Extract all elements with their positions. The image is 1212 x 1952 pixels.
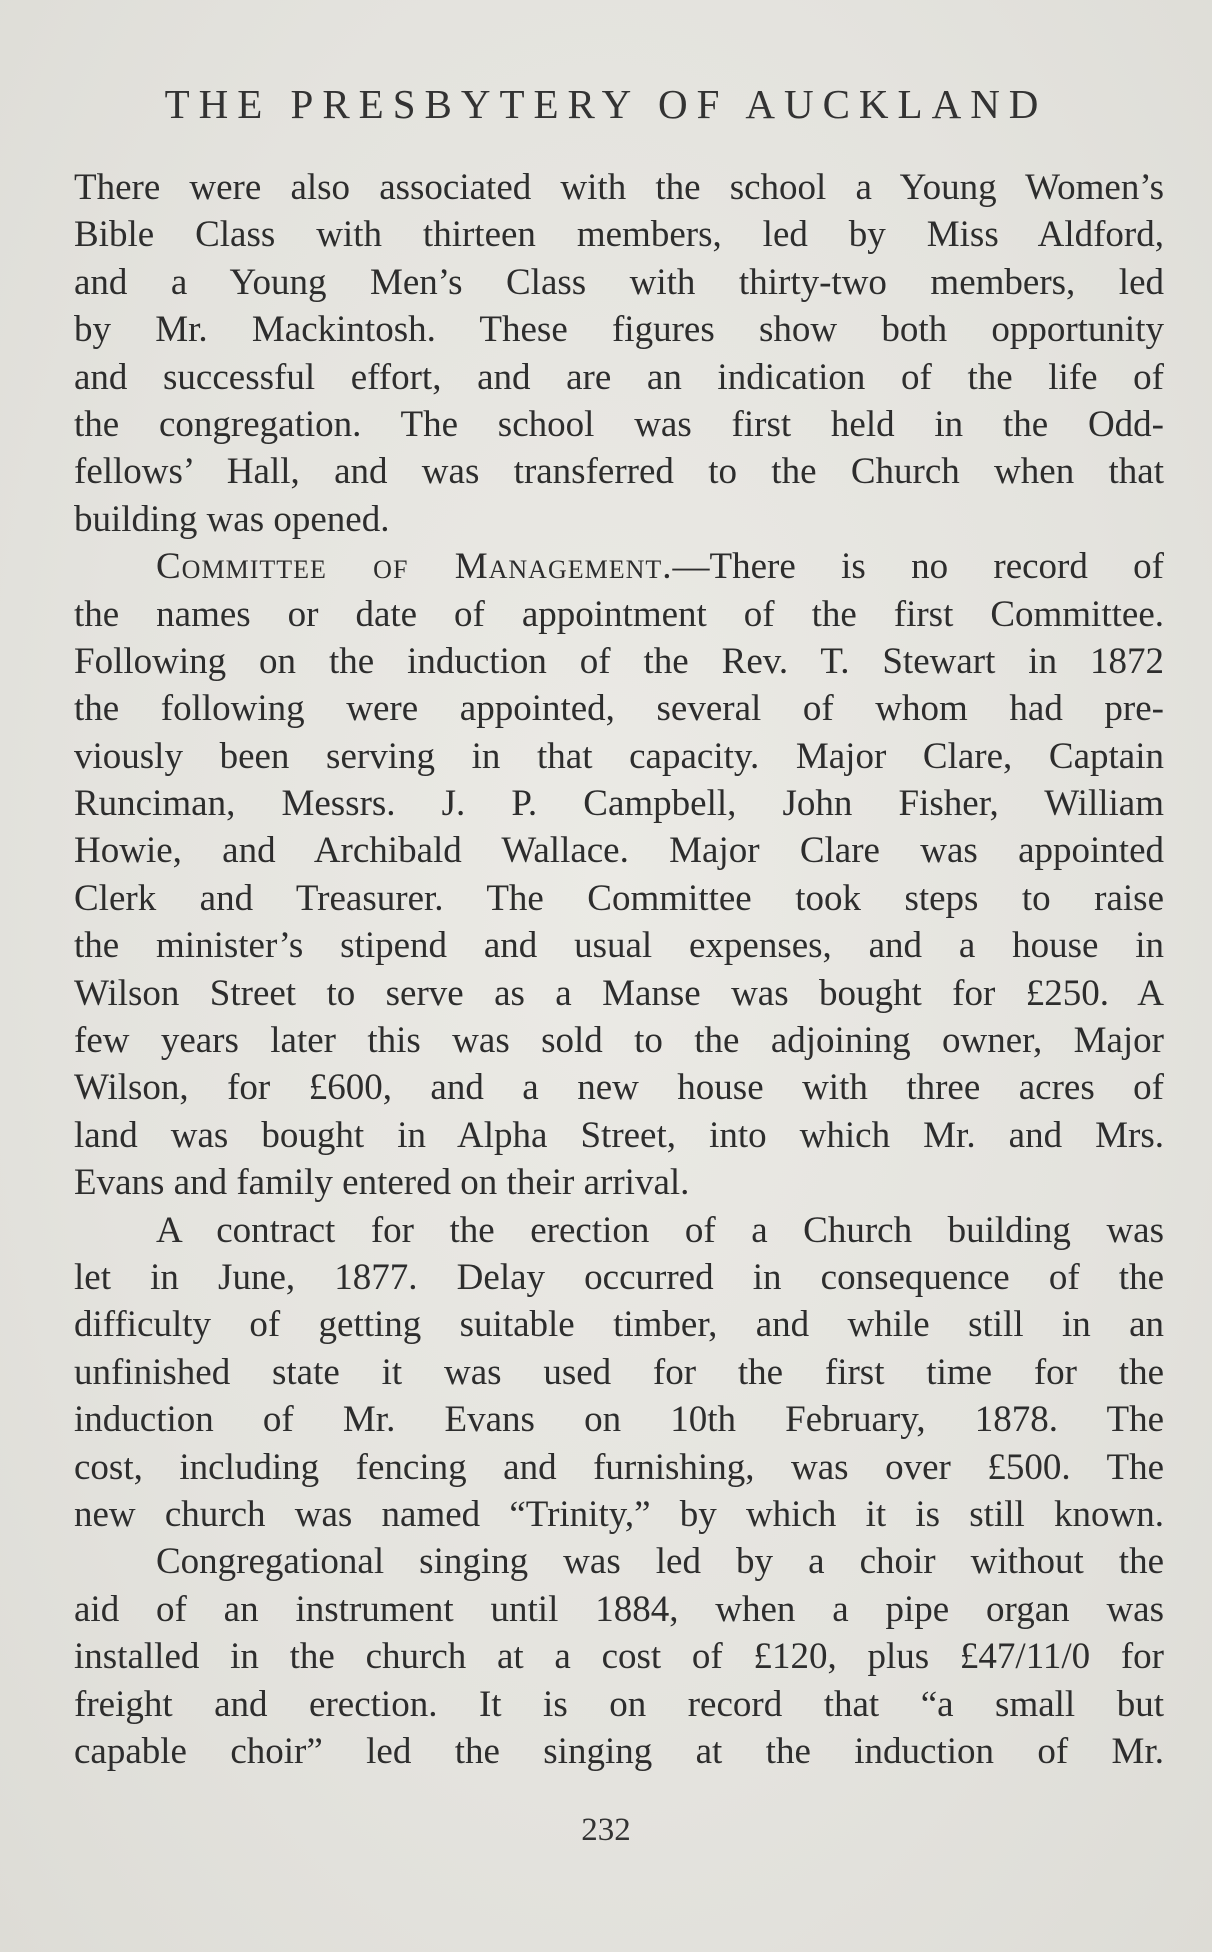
paragraph-church-building — [74, 1207, 1164, 1539]
text-line: Howie, and Archibald Wallace. Major Clare was appointed — [74, 830, 1164, 872]
page-number: 232 — [581, 1812, 631, 1848]
text-line: let in June, 1877. Delay occurred in consequence of the — [74, 1256, 1164, 1298]
paragraph-singing — [74, 1538, 1164, 1775]
text-line: the following were appointed, several of whom had pre- — [74, 688, 1164, 730]
text-line: Runciman, Messrs. J. P. Campbell, John Fisher, William — [74, 783, 1164, 825]
text-run: —There is no record of — [672, 546, 1164, 588]
text-line: capable choir” led the singing at the induction of Mr. — [74, 1730, 1164, 1772]
text-line: Bible Class with thirteen members, led by Miss Aldford, — [74, 214, 1164, 256]
text-line: and successful effort, and are an indication of the life of — [74, 356, 1164, 398]
text-line: freight and erection. It is on record that “a small but — [74, 1683, 1164, 1725]
text-line: fellows’ Hall, and was transferred to the Church when that — [74, 451, 1164, 493]
text-line: Wilson, for £600, and a new house with three acres of — [74, 1067, 1164, 1109]
text-line: Congregational singing was led by a choir without the — [156, 1541, 1164, 1583]
text-line: the names or date of appointment of the first Committee. — [74, 593, 1164, 635]
text-line: Following on the induction of the Rev. T. Stewart in 1872 — [74, 640, 1164, 682]
section-heading: Committee of Management. — [156, 546, 673, 588]
text-line: cost, including fencing and furnishing, was over £500. The — [74, 1446, 1164, 1488]
text-line: Evans and family entered on their arrival. — [74, 1162, 690, 1204]
text-line: and a Young Men’s Class with thirty-two members, led — [74, 261, 1164, 303]
text-line: few years later this was sold to the adjoining owner, Major — [74, 1020, 1164, 1062]
text-line: A contract for the erection of a Church building was — [156, 1209, 1164, 1251]
text-line: installed in the church at a cost of £120, plus £47/11/0 for — [74, 1636, 1164, 1678]
text-line: the congregation. The school was first held in the Odd- — [74, 403, 1164, 445]
running-head: THE PRESBYTERY OF AUCKLAND — [164, 81, 1048, 127]
paragraph-committee — [74, 543, 1164, 1206]
text-line: new church was named “Trinity,” by which it is still known. — [74, 1493, 1164, 1535]
body-text — [74, 164, 1164, 1775]
text-line: land was bought in Alpha Street, into which Mr. and Mrs. — [74, 1114, 1164, 1156]
text-line: Clerk and Treasurer. The Committee took steps to raise — [74, 877, 1164, 919]
text-line: induction of Mr. Evans on 10th February, 1878. The — [74, 1399, 1164, 1441]
text-line: viously been serving in that capacity. Major Clare, Captain — [74, 735, 1164, 777]
text-line: unfinished state it was used for the first time for the — [74, 1351, 1164, 1393]
text-line: the minister’s stipend and usual expenses, and a house in — [74, 925, 1164, 967]
text-line — [74, 543, 1164, 590]
paragraph-school-classes — [74, 164, 1164, 543]
text-line: Wilson Street to serve as a Manse was bought for £250. A — [74, 972, 1164, 1014]
text-line: aid of an instrument until 1884, when a pipe organ was — [74, 1588, 1164, 1630]
text-line: building was opened. — [74, 498, 390, 540]
text-line: by Mr. Mackintosh. These figures show both opportunity — [74, 309, 1164, 351]
text-line: difficulty of getting suitable timber, and while still in an — [74, 1304, 1164, 1346]
text-line: There were also associated with the school a Young Women’s — [74, 167, 1164, 208]
